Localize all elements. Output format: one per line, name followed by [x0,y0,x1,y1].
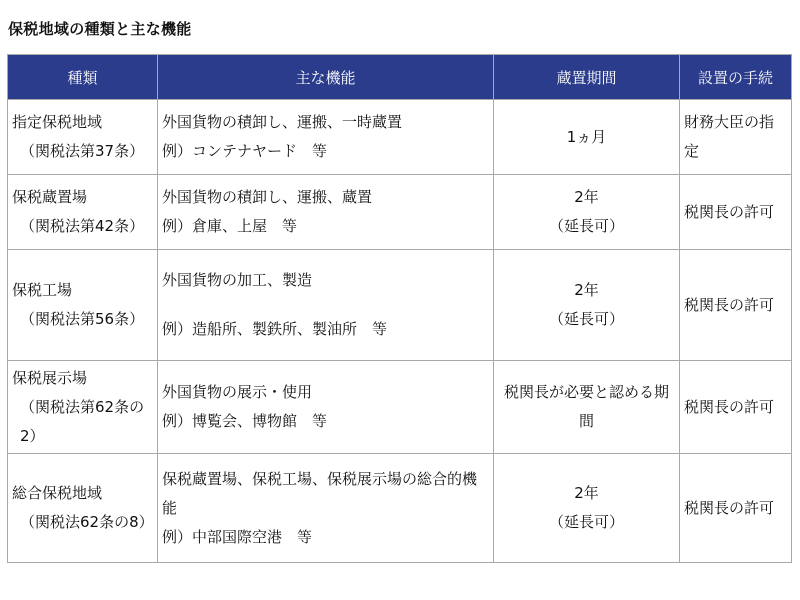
bonded-area-table [7,54,792,563]
type-name: 総合保税地域 [12,484,103,502]
period-cell [494,175,680,250]
period-line: 2年 [574,188,599,206]
procedure-line: 定 [684,142,700,160]
table-header-row [8,55,792,100]
period-note: （延長可） [548,310,624,328]
period-line: 2年 [574,484,599,502]
type-name: 保税展示場 [12,368,88,387]
table-row [8,454,792,563]
type-cell [8,175,158,250]
type-law: （関税法62条の8） [20,513,154,531]
period-cell [494,454,680,563]
header-procedure: 設置の手続 [680,55,792,100]
period-line: 2年 [574,281,599,299]
type-law: （関税法第56条） [20,310,145,328]
period-cell [494,100,680,175]
table-row [8,175,792,250]
period-note: （延長可） [548,513,624,531]
procedure-line: 税関長の許可 [684,295,775,314]
procedure-line: 税関長の許可 [684,498,775,517]
header-type: 種類 [8,55,158,100]
period-line: 1ヵ月 [566,127,607,146]
procedure-cell [680,361,792,454]
function-line: 外国貨物の加工、製造 [162,271,313,289]
procedure-cell [680,100,792,175]
period-cell [494,250,680,361]
function-cell [158,250,494,361]
function-example: 例）博覧会、博物館 等 [162,412,328,430]
header-function: 主な機能 [158,55,494,100]
procedure-cell [680,454,792,563]
header-period: 蔵置期間 [494,55,680,100]
period-cell [494,361,680,454]
function-cell [158,361,494,454]
type-law: （関税法第37条） [20,142,145,160]
function-line: 保税蔵置場、保税工場、保税展示場の総合的機能 [162,469,478,517]
type-cell [8,454,158,563]
period-note: （延長可） [548,217,624,235]
type-cell [8,100,158,175]
type-name: 保税蔵置場 [12,188,88,206]
function-line: 外国貨物の展示・使用 [162,383,313,401]
function-cell [158,100,494,175]
type-name: 指定保税地域 [12,113,103,131]
page-title: 保税地域の種類と主な機能 [8,20,192,38]
function-example: 例）中部国際空港 等 [162,527,313,546]
type-cell [8,361,158,454]
table-row [8,361,792,454]
procedure-cell [680,175,792,250]
function-cell [158,175,494,250]
function-example: 例）造船所、製鉄所、製油所 等 [162,320,388,338]
function-line: 外国貨物の積卸し、運搬、蔵置 [162,188,373,206]
function-example: 例）倉庫、上屋 等 [162,217,298,235]
function-line: 外国貨物の積卸し、運搬、一時蔵置 [162,113,403,131]
function-example: 例）コンテナヤード 等 [162,142,328,160]
table-row [8,100,792,175]
period-line: 税関長が必要と認める期間 [503,383,669,430]
table-row [8,250,792,361]
procedure-line: 財務大臣の指 [684,113,775,131]
procedure-line: 税関長の許可 [684,202,775,221]
type-cell [8,250,158,361]
function-cell [158,454,494,563]
procedure-line: 税関長の許可 [684,397,775,416]
type-name: 保税工場 [12,281,73,299]
type-law: （関税法第42条） [20,217,145,235]
type-law: （関税法第62条の2） [20,397,145,445]
procedure-cell [680,250,792,361]
spacer [162,295,489,315]
